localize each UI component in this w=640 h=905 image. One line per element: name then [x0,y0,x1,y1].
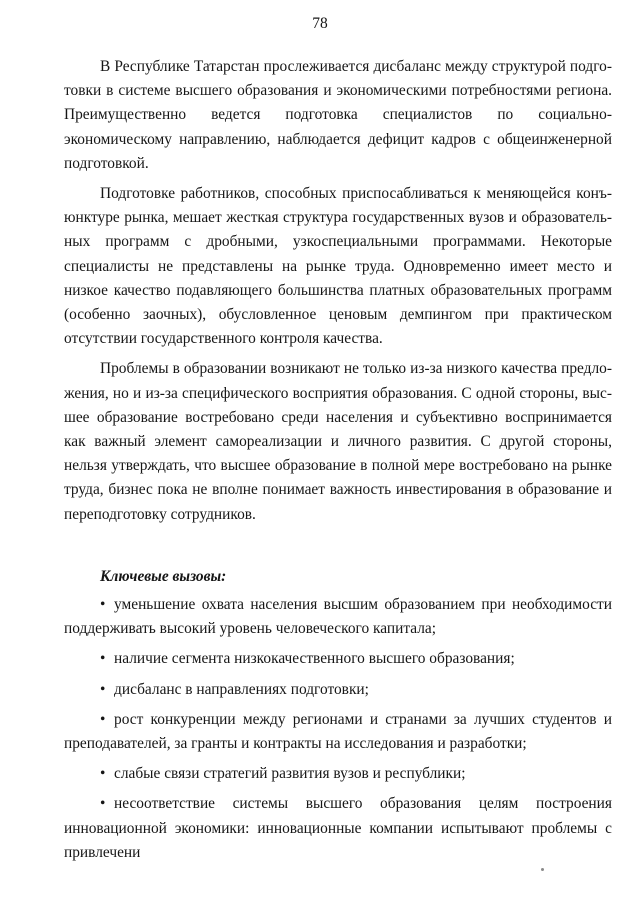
list-item-text: слабые связи стратегий развития вузов и республики; [114,765,466,783]
section-heading: Ключевые вызовы: [100,567,227,585]
list-item [64,762,612,786]
bullet-icon: • [100,650,106,668]
scan-artifact [541,868,544,871]
paragraph: Подготовке работников, способных приспосабливаться к меняющейся конъюнктуре рынка, мешает жесткая структура государственных вузов и образовательных программ с дробными, узкоспециальными программами. Некоторые специалисты не представлены на рынке труда. Одновременно имеет место и низкое качество подавляющего большинства платных образовательных программ (особенно заочных), обусловленное ценовым демпингом при практическом отсутствии государственного контроля качества. [64,185,612,348]
list-item-text: несоответствие системы высшего образования целям построения инновационной экономики: инновационные компании испытывают проблемы с привлечени [64,795,612,861]
list-item [64,678,612,702]
paragraph: Проблемы в образовании возникают не только из-за низкого качества предложения, но и из-за специфического восприятия образования. С одной стороны, высшее образование востребовано среди населения и субъективно воспринимается как важный элемент самореализации и личного развития. С другой стороны, нельзя утверждать, что высшее образование в полной мере востребовано на рынке труда, бизнес пока не вполне понимает важность инвестирования в образование и переподготовку сотрудников. [64,360,612,523]
list-item [64,647,612,671]
list-item [64,593,612,641]
bullet-icon: • [100,680,106,698]
page-number: 78 [312,15,328,32]
page-content [64,55,612,865]
list-item-text: наличие сегмента низкокачественного высшего образования; [114,650,515,668]
list-item [64,708,612,756]
bullet-icon: • [100,765,106,783]
list-item-text: рост конкуренции между регионами и странами за лучших студентов и преподавателей, за гранты и контракты на исследования и разработки; [64,710,612,753]
list-item-text: уменьшение охвата населения высшим образованием при необходимости поддерживать высокий уровень человеческого капитала; [64,596,612,638]
paragraph: В Республике Татарстан прослеживается дисбаланс между структурой подготовки в системе высшего образования и экономическими потребностями региона. Преимущественно ведется подготовка специалистов по социально-экономическому направлению, наблюдается дефицит кадров с общеинженерной подготовкой. [64,58,612,172]
challenges-list [64,593,612,865]
list-item [64,792,612,865]
bullet-icon: • [100,795,106,813]
bullet-icon: • [100,710,106,728]
bullet-icon: • [100,596,106,614]
list-item-text: дисбаланс в направлениях подготовки; [114,680,369,698]
